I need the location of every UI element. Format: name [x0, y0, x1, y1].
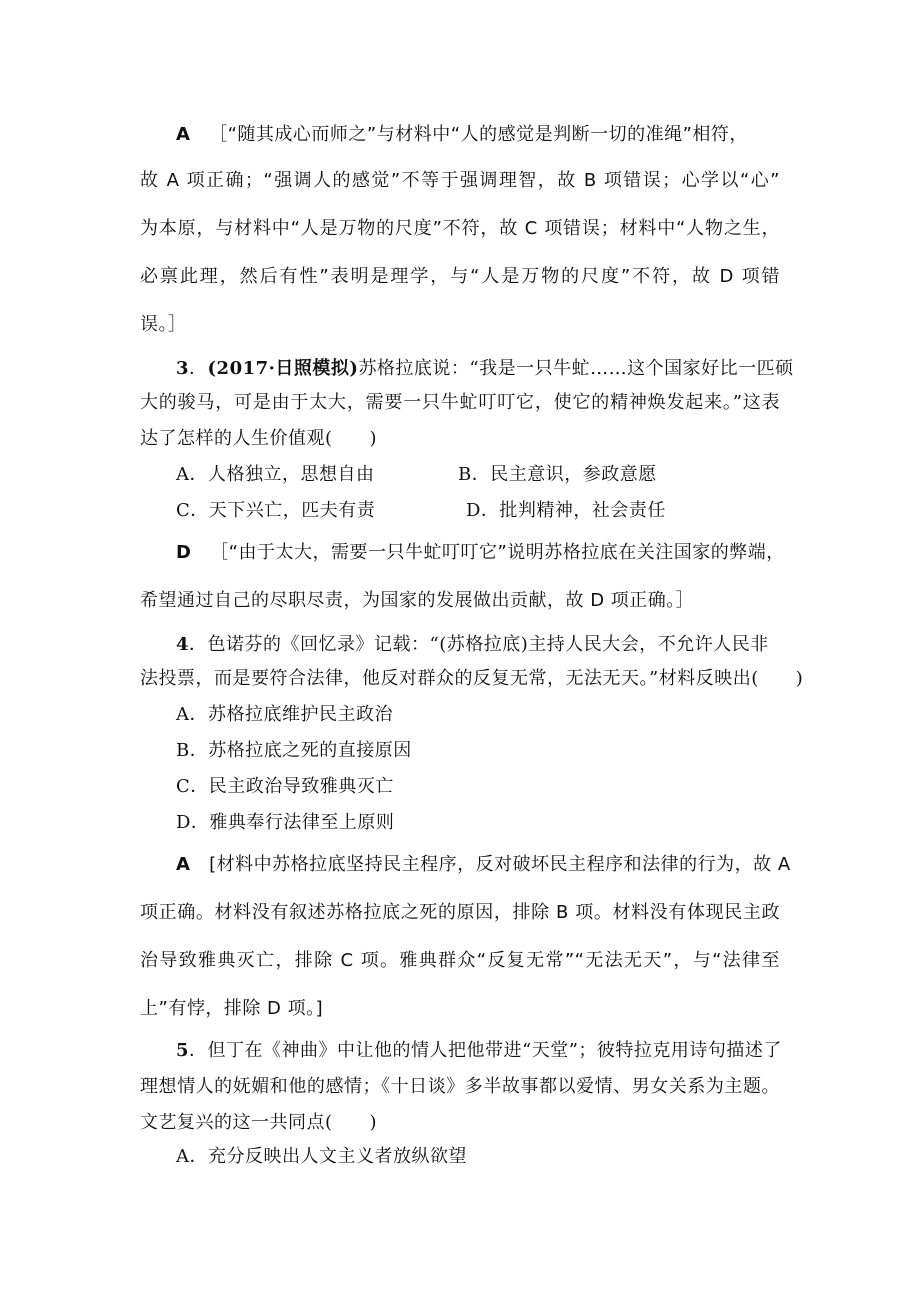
question-3-option-d: D．批判精神，社会责任 — [466, 500, 666, 521]
question-4-line-1 — [176, 630, 816, 656]
answer-2-line-3: 为本原，与材料中“人是万物的尺度”不符，故 C 项错误；材料中“人物之生， — [140, 218, 780, 239]
question-number: 4 — [176, 634, 190, 655]
question-4-option-d: D．雅典奉行法律至上原则 — [176, 812, 395, 833]
question-text: 苏格拉底说：“我是一只牛虻……这个国家好比一匹硕 — [358, 358, 794, 379]
question-3-line-2: 大的骏马，可是由于太大，需要一只牛虻叮叮它，使它的精神焕发起来。”这表 — [140, 392, 780, 413]
answer-letter: D — [176, 542, 192, 563]
answer-4-line-2: 项正确。材料没有叙述苏格拉底之死的原因，排除 B 项。材料没有体现民主政 — [140, 902, 780, 923]
answer-2-line-5: 误。］ — [140, 314, 187, 335]
question-3-option-c: C．天下兴亡，匹夫有责 — [176, 500, 376, 521]
answer-4-line-3: 治导致雅典灭亡，排除 C 项。雅典群众“反复无常”“无法无天”，与“法律至 — [140, 950, 780, 971]
question-text: ．但丁在《神曲》中让他的情人把他带进“天堂”；彼特拉克用诗句描述了 — [189, 1040, 782, 1061]
answer-4-line-1 — [176, 850, 816, 876]
question-4-line-2: 法投票，而是要符合法律，他反对群众的反复无常，无法无天。”材料反映出( ) — [140, 668, 804, 689]
answer-letter: A — [176, 854, 191, 875]
question-4-option-a: A．苏格拉底维护民主政治 — [176, 704, 393, 725]
answer-2-line-1 — [176, 120, 816, 146]
question-5-line-2: 理想情人的妩媚和他的感情；《十日谈》多半故事都以爱情、男女关系为主题。 — [140, 1076, 780, 1097]
answer-2-line-4: 必禀此理，然后有性”表明是理学，与“人是万物的尺度”不符，故 D 项错 — [140, 266, 780, 287]
answer-text: ［“由于太大，需要一只牛虻叮叮它”说明苏格拉底在关注国家的弊端， — [210, 542, 785, 563]
answer-letter: A — [176, 124, 191, 145]
answer-text: [材料中苏格拉底坚持民主程序，反对破坏民主程序和法律的行为，故 A — [209, 854, 791, 875]
question-number: 3 — [176, 358, 190, 379]
question-4-option-c: C．民主政治导致雅典灭亡 — [176, 776, 394, 797]
question-5-line-3: 文艺复兴的这一共同点( ) — [140, 1112, 378, 1133]
question-text: ．色诺芬的《回忆录》记载：“(苏格拉底)主持人民大会，不允许人民非 — [189, 634, 769, 655]
question-4-option-b: B．苏格拉底之死的直接原因 — [176, 740, 412, 761]
question-number: 5 — [176, 1040, 190, 1061]
question-3-line-1: 3．(2017·日照模拟)苏格拉底说：“我是一只牛虻……这个国家好比一匹硕 — [176, 358, 794, 379]
answer-2-line-2: 故 A 项正确；“强调人的感觉”不等于强调理智，故 B 项错误；心学以“心” — [140, 170, 780, 191]
answer-3-line-2: 希望通过自己的尽职尽责，为国家的发展做出贡献，故 D 项正确。］ — [140, 590, 695, 611]
question-5-option-a: A．充分反映出人文主义者放纵欲望 — [176, 1146, 467, 1167]
question-3-option-a: A．人格独立，思想自由 — [176, 464, 375, 485]
answer-3-line-1 — [176, 538, 816, 564]
question-5-line-1 — [176, 1036, 816, 1062]
answer-text: ［“随其成心而师之”与材料中“人的感觉是判断一切的准绳”相符， — [209, 124, 748, 145]
answer-4-line-4: 上”有悖，排除 D 项。] — [140, 998, 324, 1019]
question-source: (2017·日照模拟) — [207, 358, 359, 379]
question-3-line-3: 达了怎样的人生价值观( ) — [140, 428, 378, 449]
question-3-option-b: B．民主意识，参政意愿 — [458, 464, 657, 485]
